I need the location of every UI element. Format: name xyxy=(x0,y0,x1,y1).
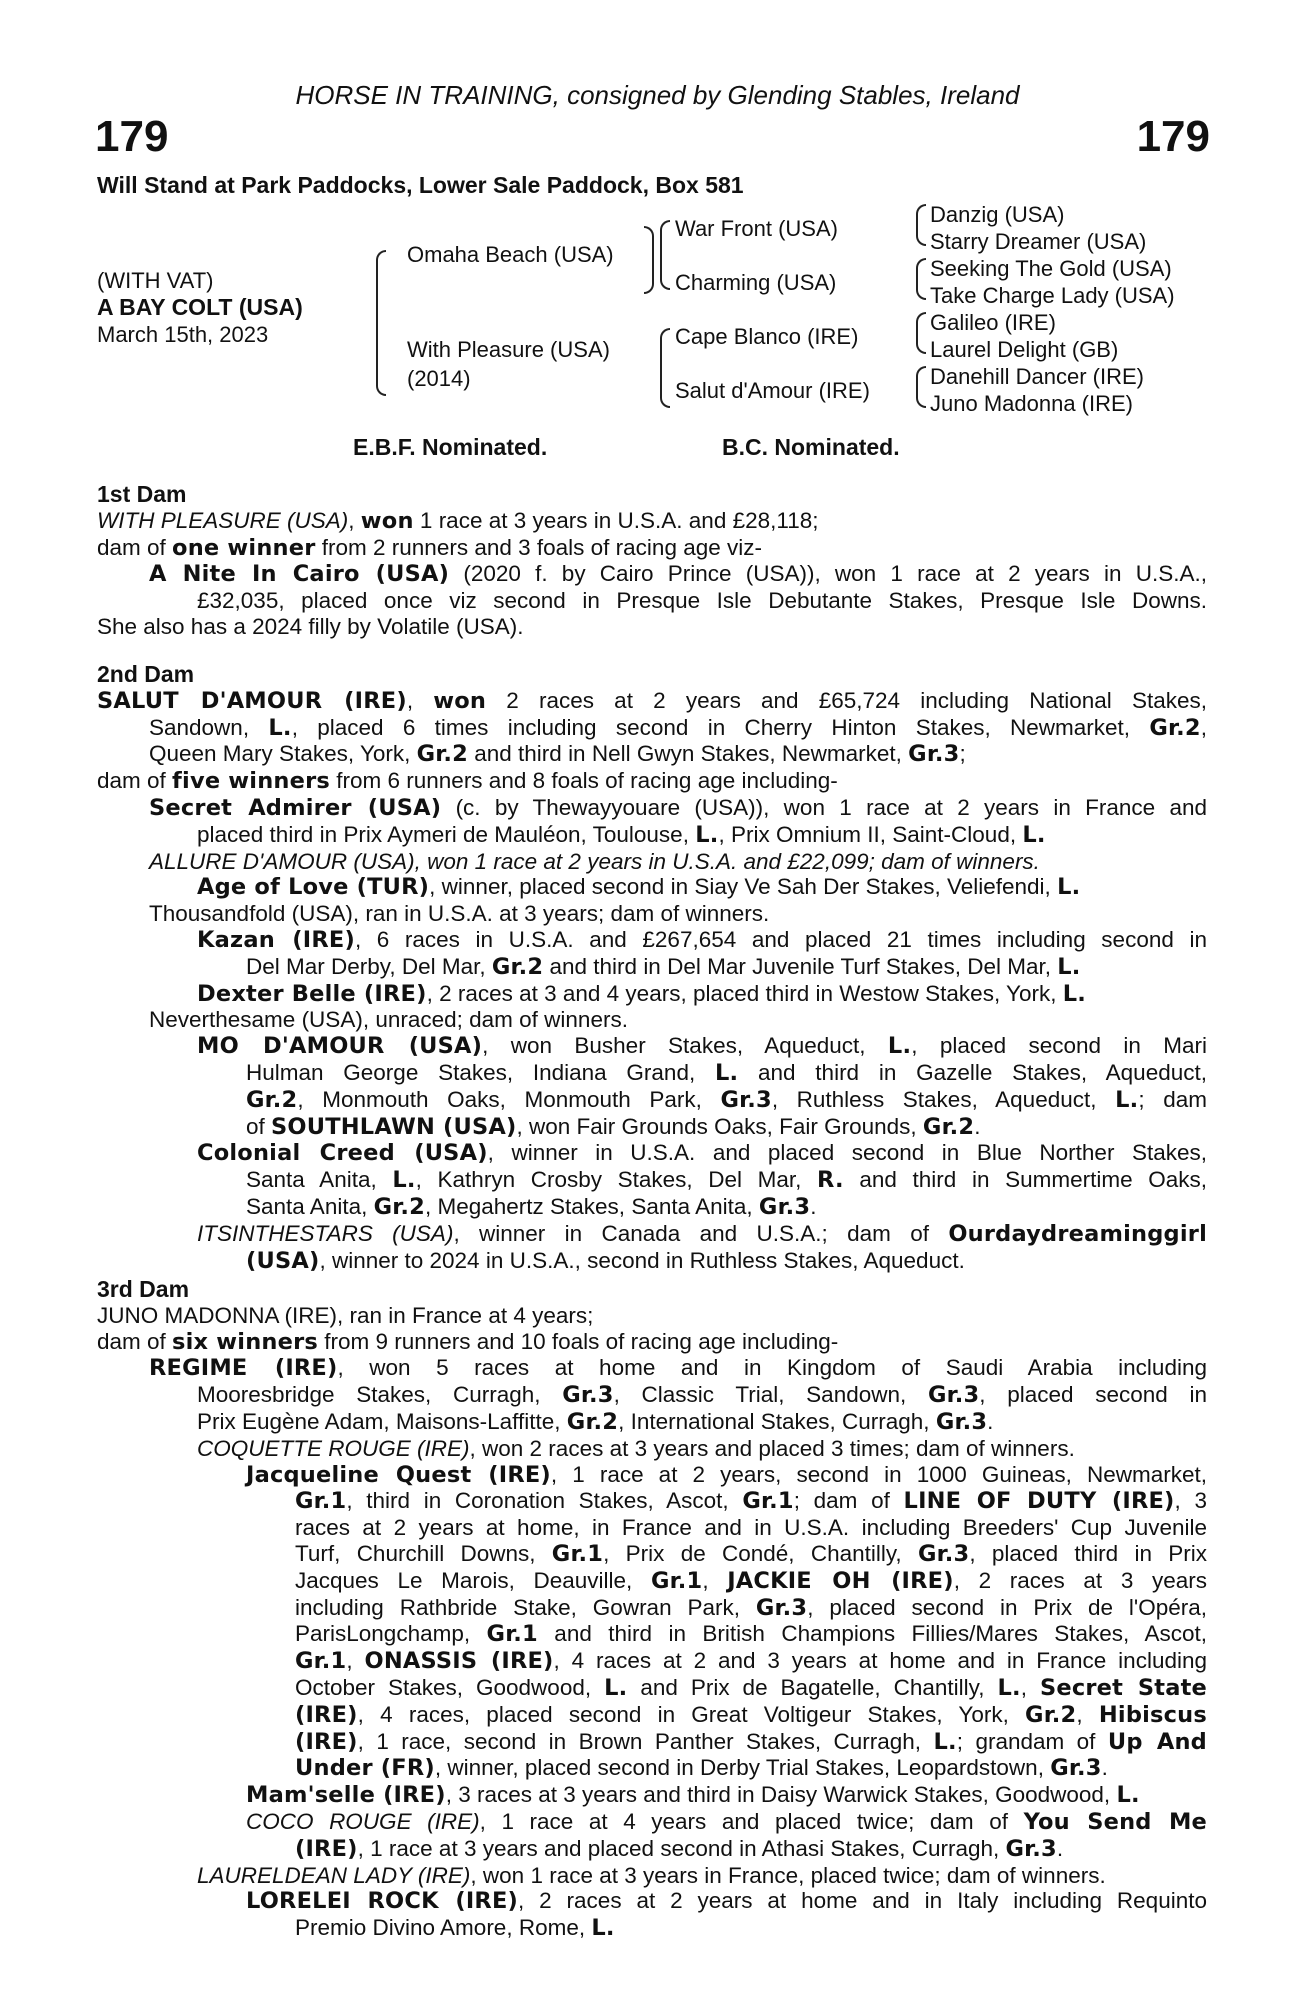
pedigree-brace-sire-parents xyxy=(660,220,670,290)
second-dam-line: placed third in Prix Aymeri de Mauléon, Toulouse, L., Prix Omnium II, Saint-Cloud, L. xyxy=(197,821,1046,848)
consignment-line: HORSE IN TRAINING, consigned by Glending Stables, Ireland xyxy=(295,80,1020,110)
second-dam-line: dam of five winners from 6 runners and 8 foals of racing age including- xyxy=(97,768,838,795)
pedigree-brace-dd xyxy=(916,366,926,408)
second-dam-section xyxy=(97,662,1207,1274)
third-dam-line: (IRE), 1 race, second in Brown Panther Stakes, Curragh, L.; grandam of Up And xyxy=(295,1728,1207,1755)
pedigree-dam-year: (2014) xyxy=(407,366,471,391)
pedigree-sire-dam: Charming (USA) xyxy=(675,270,837,295)
pedigree-ssd: Starry Dreamer (USA) xyxy=(930,229,1147,254)
third-dam-line: including Rathbride Stake, Gowran Park, Gr.3, placed second in Prix de l'Opéra, xyxy=(295,1594,1208,1621)
second-dam-line: Hulman George Stakes, Indiana Grand, L. and third in Gazelle Stakes, Aqueduct, xyxy=(246,1059,1207,1086)
second-dam-line: ALLURE D'AMOUR (USA), won 1 race at 2 years in U.S.A. and £22,099; dam of winners. xyxy=(149,848,1040,874)
pedigree-sss: Danzig (USA) xyxy=(930,202,1065,227)
third-dam-line: Mooresbridge Stakes, Curragh, Gr.3, Classic Trial, Sandown, Gr.3, placed second in xyxy=(197,1382,1207,1409)
pedigree-dsd: Laurel Delight (GB) xyxy=(930,337,1119,362)
second-dam-title: 2nd Dam xyxy=(97,661,195,687)
pedigree-brace-sire xyxy=(644,226,654,294)
pedigree-sdd: Take Charge Lady (USA) xyxy=(930,283,1175,308)
third-dam-line: Premio Divino Amore, Rome, L. xyxy=(295,1915,615,1942)
second-dam-line: of SOUTHLAWN (USA), won Fair Grounds Oaks, Fair Grounds, Gr.2. xyxy=(246,1113,981,1140)
second-dam-line: MO D'AMOUR (USA), won Busher Stakes, Aqueduct, L., placed second in Mari xyxy=(197,1033,1208,1060)
first-dam-line: WITH PLEASURE (USA), won 1 race at 3 years in U.S.A. and £28,118; xyxy=(97,507,819,534)
third-dam-line: REGIME (IRE), won 5 races at home and in Kingdom of Saudi Arabia including xyxy=(149,1355,1207,1382)
pedigree-dam-sire: Cape Blanco (IRE) xyxy=(675,324,859,349)
second-dam-line: Del Mar Derby, Del Mar, Gr.2 and third in Del Mar Juvenile Turf Stakes, Del Mar, L. xyxy=(246,953,1081,980)
third-dam-section xyxy=(97,1277,1207,1942)
second-dam-line: Dexter Belle (IRE), 2 races at 3 and 4 years, placed third in Westow Stakes, York, L. xyxy=(197,980,1087,1007)
third-dam-line: COCO ROUGE (IRE), 1 race at 4 years and placed twice; dam of You Send Me xyxy=(246,1808,1207,1835)
first-dam-line: A Nite In Cairo (USA) (2020 f. by Cairo Prince (USA)), won 1 race at 2 years in U.S.A., xyxy=(149,561,1207,588)
third-dam-line: (IRE), 1 race at 3 years and placed second in Athasi Stakes, Curragh, Gr.3. xyxy=(295,1835,1064,1862)
first-dam-section xyxy=(97,482,1207,640)
first-dam-line: £32,035, placed once viz second in Presque Isle Debutante Stakes, Presque Isle Downs. xyxy=(197,588,1207,614)
second-dam-line: Kazan (IRE), 6 races in U.S.A. and £267,654 and placed 21 times including second in xyxy=(197,926,1207,953)
third-dam-line: races at 2 years at home, in France and in U.S.A. including Breeders' Cup Juvenile xyxy=(295,1515,1207,1541)
pedigree-ddd: Juno Madonna (IRE) xyxy=(930,391,1133,416)
third-dam-line: dam of six winners from 9 runners and 10 foals of racing age including- xyxy=(97,1328,839,1355)
third-dam-line: Gr.1, third in Coronation Stakes, Ascot, Gr.1; dam of LINE OF DUTY (IRE), 3 xyxy=(295,1488,1207,1515)
pedigree-dss: Galileo (IRE) xyxy=(930,310,1056,335)
third-dam-line: Jacqueline Quest (IRE), 1 race at 2 years, second in 1000 Guineas, Newmarket, xyxy=(246,1461,1208,1488)
second-dam-line: Gr.2, Monmouth Oaks, Monmouth Park, Gr.3, Ruthless Stakes, Aqueduct, L.; dam xyxy=(246,1086,1208,1113)
pedigree-dds: Danehill Dancer (IRE) xyxy=(930,364,1144,389)
second-dam-line: SALUT D'AMOUR (IRE), won 2 races at 2 years and £65,724 including National Stakes, xyxy=(97,687,1207,714)
third-dam-line: Gr.1, ONASSIS (IRE), 4 races at 2 and 3 years at home and in France including xyxy=(295,1648,1208,1675)
second-dam-line: Sandown, L., placed 6 times including second in Cherry Hinton Stakes, Newmarket, Gr.2, xyxy=(149,714,1207,741)
pedigree-brace-ss xyxy=(916,204,926,246)
second-dam-line: (USA), winner to 2024 in U.S.A., second in Ruthless Stakes, Aqueduct. xyxy=(246,1247,965,1274)
vat-note: (WITH VAT) xyxy=(97,268,214,293)
horse-dob: March 15th, 2023 xyxy=(97,322,269,347)
pedigree-brace-ds xyxy=(916,312,926,354)
third-dam-line: (IRE), 4 races, placed second in Great Voltigeur Stakes, York, Gr.2, Hibiscus xyxy=(295,1701,1207,1728)
third-dam-line: Jacques Le Marois, Deauville, Gr.1, JACKIE OH (IRE), 2 races at 3 years xyxy=(295,1567,1207,1594)
pedigree-brace-main xyxy=(376,250,386,396)
third-dam-line: JUNO MADONNA (IRE), ran in France at 4 years; xyxy=(97,1302,594,1328)
pedigree-sire-sire: War Front (USA) xyxy=(675,216,838,241)
second-dam-line: Santa Anita, Gr.2, Megahertz Stakes, Santa Anita, Gr.3. xyxy=(246,1193,817,1220)
second-dam-line: Thousandfold (USA), ran in U.S.A. at 3 years; dam of winners. xyxy=(149,901,770,927)
second-dam-line: Age of Love (TUR), winner, placed second in Siay Ve Sah Der Stakes, Veliefendi, L. xyxy=(197,874,1081,901)
third-dam-line: LAURELDEAN LADY (IRE), won 1 race at 3 years in France, placed twice; dam of winners. xyxy=(197,1862,1106,1888)
third-dam-line: COQUETTE ROUGE (IRE), won 2 races at 3 years and placed 3 times; dam of winners. xyxy=(197,1435,1075,1461)
second-dam-line: ITSINTHESTARS (USA), winner in Canada and U.S.A.; dam of Ourdaydreaminggirl xyxy=(197,1220,1207,1247)
third-dam-line: Mam'selle (IRE), 3 races at 3 years and third in Daisy Warwick Stakes, Goodwood, L. xyxy=(246,1782,1140,1809)
third-dam-line: Prix Eugène Adam, Maisons-Laffitte, Gr.2, International Stakes, Curragh, Gr.3. xyxy=(197,1408,994,1435)
horse-name: A BAY COLT (USA) xyxy=(97,294,303,320)
second-dam-line: Neverthesame (USA), unraced; dam of winners. xyxy=(149,1007,628,1033)
first-dam-line: dam of one winner from 2 runners and 3 foals of racing age viz- xyxy=(97,534,762,561)
third-dam-line: Turf, Churchill Downs, Gr.1, Prix de Condé, Chantilly, Gr.3, placed third in Prix xyxy=(295,1540,1207,1567)
second-dam-line: Queen Mary Stakes, York, Gr.2 and third in Nell Gwyn Stakes, Newmarket, Gr.3; xyxy=(149,741,966,768)
first-dam-title: 1st Dam xyxy=(97,481,187,507)
ebf-nominated: E.B.F. Nominated. xyxy=(353,434,548,460)
third-dam-line: ParisLongchamp, Gr.1 and third in British Champions Fillies/Mares Stakes, Ascot, xyxy=(295,1621,1207,1648)
third-dam-line: October Stakes, Goodwood, L. and Prix de Bagatelle, Chantilly, L., Secret State xyxy=(295,1674,1207,1701)
pedigree-dam: With Pleasure (USA) xyxy=(407,337,610,362)
third-dam-title: 3rd Dam xyxy=(97,1276,190,1302)
pedigree-brace-sd xyxy=(916,258,926,300)
pedigree-dam-dam: Salut d'Amour (IRE) xyxy=(675,378,870,403)
second-dam-line: Colonial Creed (USA), winner in U.S.A. and placed second in Blue Norther Stakes, xyxy=(197,1140,1207,1167)
third-dam-line: Under (FR), winner, placed second in Derby Trial Stakes, Leopardstown, Gr.3. xyxy=(295,1755,1108,1782)
first-dam-line: She also has a 2024 filly by Volatile (USA). xyxy=(97,613,524,639)
stand-location: Will Stand at Park Paddocks, Lower Sale Paddock, Box 581 xyxy=(97,172,744,198)
pedigree-sds: Seeking The Gold (USA) xyxy=(930,256,1172,281)
second-dam-line: Santa Anita, L., Kathryn Crosby Stakes, Del Mar, R. and third in Summertime Oaks, xyxy=(246,1167,1207,1194)
bc-nominated: B.C. Nominated. xyxy=(722,434,900,460)
lot-number-right: 179 xyxy=(1136,112,1210,161)
lot-number-left: 179 xyxy=(95,112,169,161)
third-dam-line: LORELEI ROCK (IRE), 2 races at 2 years at home and in Italy including Requinto xyxy=(246,1888,1207,1915)
pedigree-brace-dam-parents xyxy=(660,328,670,408)
second-dam-line: Secret Admirer (USA) (c. by Thewayyouare (USA)), won 1 race at 2 years in France and xyxy=(149,794,1207,821)
pedigree-sire: Omaha Beach (USA) xyxy=(407,242,614,267)
